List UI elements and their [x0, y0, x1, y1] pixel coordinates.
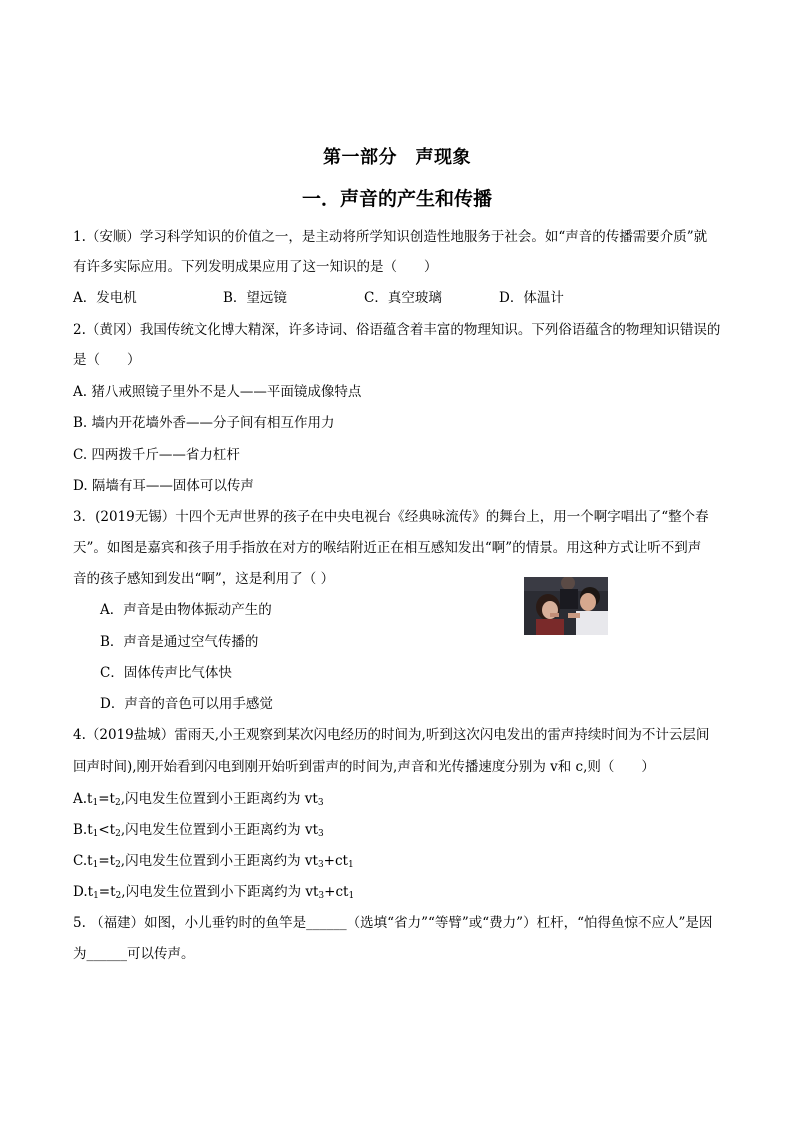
q2-option-c: C. 四两拨千斤——省力杠杆	[73, 447, 240, 463]
q1-option-c: C．真空玻璃	[364, 290, 442, 306]
q4-option-b-sub1: 1	[92, 829, 99, 839]
q4-option-b-text: ,闪电发生位置到小王距离约为 vt	[120, 822, 318, 838]
q4-option-d-sub4: 1	[348, 891, 355, 901]
q4-option-c	[73, 852, 354, 874]
q4-option-a	[73, 790, 324, 812]
q2-option-d: D. 隔墙有耳——固体可以传声	[73, 478, 254, 494]
q4-option-c-text2: +ct	[323, 853, 348, 869]
q4-option-b-mid: <t	[98, 822, 116, 838]
q4-option-a-sub1: 1	[92, 798, 99, 808]
q5-stem-line2: 为______可以传声。	[73, 946, 195, 962]
q4-stem-line2: 回声时间),刚开始看到闪电到刚开始听到雷声的时间为,声音和光传播速度分别为 v和 c,则（ ）	[73, 759, 655, 775]
q3-option-c: C．固体传声比气体快	[100, 665, 232, 681]
q4-option-d-sub1: 1	[93, 891, 99, 901]
q4-option-c-pre: C.t	[73, 853, 93, 869]
q4-option-b-sub3: 3	[318, 829, 324, 839]
q1-option-b: B．望远镜	[223, 290, 287, 306]
q1-stem-line1: 1.（安顺）学习科学知识的价值之一，是主动将所学知识创造性地服务于社会。如“声音的传播需要介质”就	[73, 229, 708, 245]
q3-option-b: B．声音是通过空气传播的	[100, 634, 259, 650]
q4-option-c-sub4: 1	[347, 860, 354, 870]
q4-option-c-mid: =t	[98, 853, 116, 869]
q4-stem-line1: 4.（2019盐城）雷雨天,小王观察到某次闪电经历的时间为,听到这次闪电发出的雷声持续时间为不计云层间	[73, 727, 710, 743]
q2-option-a: A. 猪八戒照镜子里外不是人——平面镜成像特点	[73, 384, 362, 400]
q1-stem-line2: 有许多实际应用。下列发明成果应用了这一知识的是（ ）	[73, 259, 438, 275]
q3-option-a: A．声音是由物体振动产生的	[100, 602, 272, 618]
q4-option-d-sub3: 3	[318, 891, 325, 901]
q4-option-a-text: ,闪电发生位置到小王距离约为 vt	[120, 791, 318, 807]
q2-stem-line1: 2.（黄冈）我国传统文化博大精深，许多诗词、俗语蕴含着丰富的物理知识。下列俗语蕴含的物理知识错误的	[73, 322, 721, 338]
q4-option-c-sub1: 1	[92, 860, 99, 870]
q3-stem-line3: 音的孩子感知到发出“啊”，这是利用了（ ）	[73, 571, 335, 587]
q4-option-b-sub2: 2	[115, 829, 121, 839]
q1-option-d: D．体温计	[499, 290, 564, 306]
q4-option-c-text: ,闪电发生位置到小王距离约为 vt	[120, 853, 318, 869]
q2-option-b: B. 墙内开花墙外香——分子间有相互作用力	[73, 415, 335, 431]
q4-option-b-pre: B.t	[73, 822, 93, 838]
q4-option-d-sub2: 2	[115, 891, 122, 901]
q4-option-d-pre: D.t	[73, 884, 94, 900]
q2-stem-line2: 是（ ）	[73, 352, 141, 368]
q4-option-d-text2: +ct	[324, 884, 349, 900]
q4-option-b	[73, 821, 324, 843]
q3-photo-illustration	[524, 577, 608, 635]
q4-option-d	[73, 883, 354, 905]
q4-option-c-sub2: 2	[115, 860, 121, 870]
q3-option-d: D．声音的音色可以用手感觉	[100, 696, 273, 712]
q4-option-a-sub2: 2	[114, 798, 121, 808]
q3-stem-line2: 天”。如图是嘉宾和孩子用手指放在对方的喉结附近正在相互感知发出“啊”的情景。用这种方式让听不到声	[73, 540, 702, 556]
part-title: 第一部分 声现象	[323, 147, 471, 168]
q4-option-a-pre: A.t	[73, 791, 93, 807]
q1-option-a: A．发电机	[73, 290, 137, 306]
q3-photo	[524, 577, 608, 635]
q4-option-a-sub3: 3	[317, 798, 324, 808]
q5-stem-line1: 5. （福建）如图，小儿垂钓时的鱼竿是______（选填“省力”“等臂”或“费力”）杠杆，“怕得鱼惊不应人”是因	[73, 915, 713, 931]
section-title: 一．声音的产生和传播	[301, 188, 492, 210]
q4-option-d-mid: =t	[98, 884, 116, 900]
q3-stem-line1: 3．(2019无锡）十四个无声世界的孩子在中央电视台《经典咏流传》的舞台上，用一个啊字唱出了“整个春	[73, 509, 709, 525]
q4-option-a-mid: =t	[98, 791, 115, 807]
q4-option-c-sub3: 3	[317, 860, 324, 870]
q4-option-d-text: ,闪电发生位置到小下距离约为 vt	[121, 884, 319, 900]
